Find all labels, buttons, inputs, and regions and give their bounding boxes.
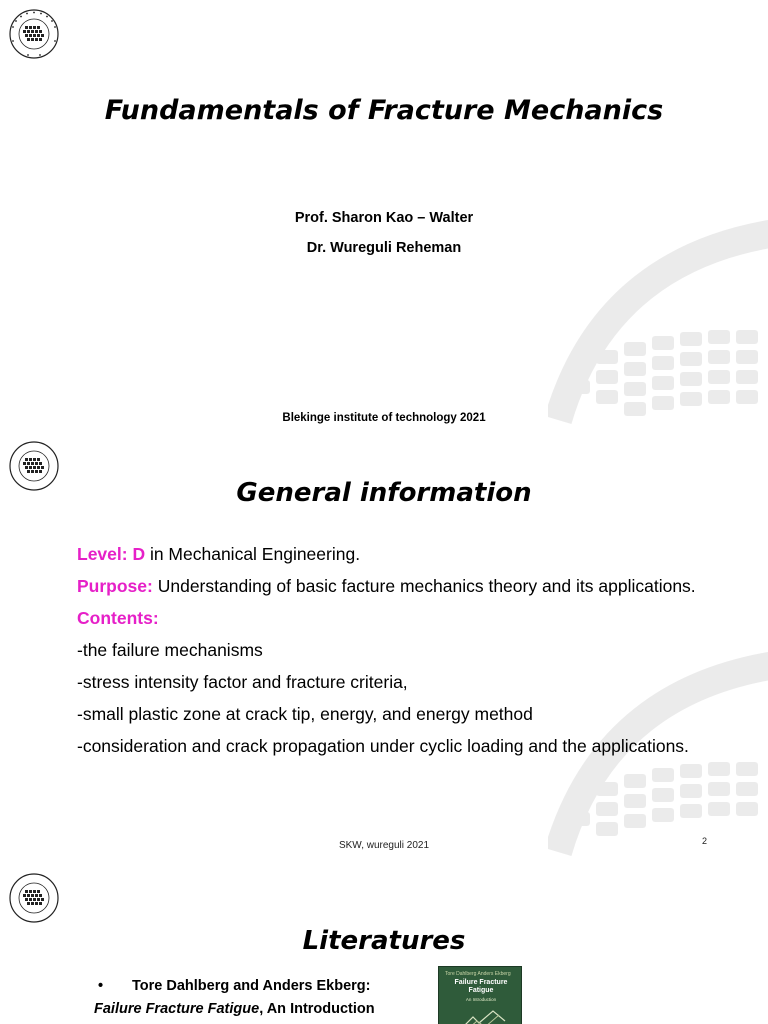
slide-heading: General information [236,478,532,508]
literature-title [94,1001,375,1017]
contents-item: -consideration and crack propagation under cyclic loading and the applications. [77,736,689,756]
slide-footer: SKW, wureguli 2021 [338,840,430,851]
slide-title [0,0,768,432]
level-text: in Mechanical Engineering. [145,544,361,564]
institute-line: Blekinge institute of technology 2021 [282,412,486,424]
book-cover-illustration [453,1007,509,1024]
book-subtitle: , An Introduction [259,1001,375,1017]
book-title: Failure Fracture Fatigue [94,1001,260,1017]
author-name: Dr. Wureguli Reheman [306,240,462,256]
book-cover-title: Failure Fracture Fatigue [454,979,508,994]
contents-item: -stress intensity factor and fracture criteria, [77,672,408,692]
slide-literatures [0,864,768,1024]
page-number: 2 [702,836,708,846]
literature-authors: Tore Dahlberg and Anders Ekberg: [132,978,371,994]
level-line [77,542,717,566]
book-cover-subtitle: An Introduction [465,997,497,1002]
slide-general-information [0,432,768,864]
purpose-line [77,574,717,598]
level-label: Level: D [77,544,146,564]
contents-label: Contents: [77,608,159,628]
contents-item: -the failure mechanisms [77,640,263,660]
presentation-title: Fundamentals of Fracture Mechanics [104,95,664,126]
book-cover [438,966,522,1024]
bullet: • [98,978,104,994]
contents-item: -small plastic zone at crack tip, energy, and energy method [77,704,533,724]
bth-seal-icon [8,872,60,924]
author-name: Prof. Sharon Kao – Walter [294,210,474,226]
purpose-label: Purpose: [77,576,153,596]
slide-heading: Literatures [302,926,466,956]
bth-seal-icon [8,8,60,60]
purpose-text: Understanding of basic facture mechanics theory and its applications. [152,576,696,596]
general-info-body [77,542,717,766]
book-cover-authors: Tore Dahlberg Anders Ekberg [445,971,511,977]
